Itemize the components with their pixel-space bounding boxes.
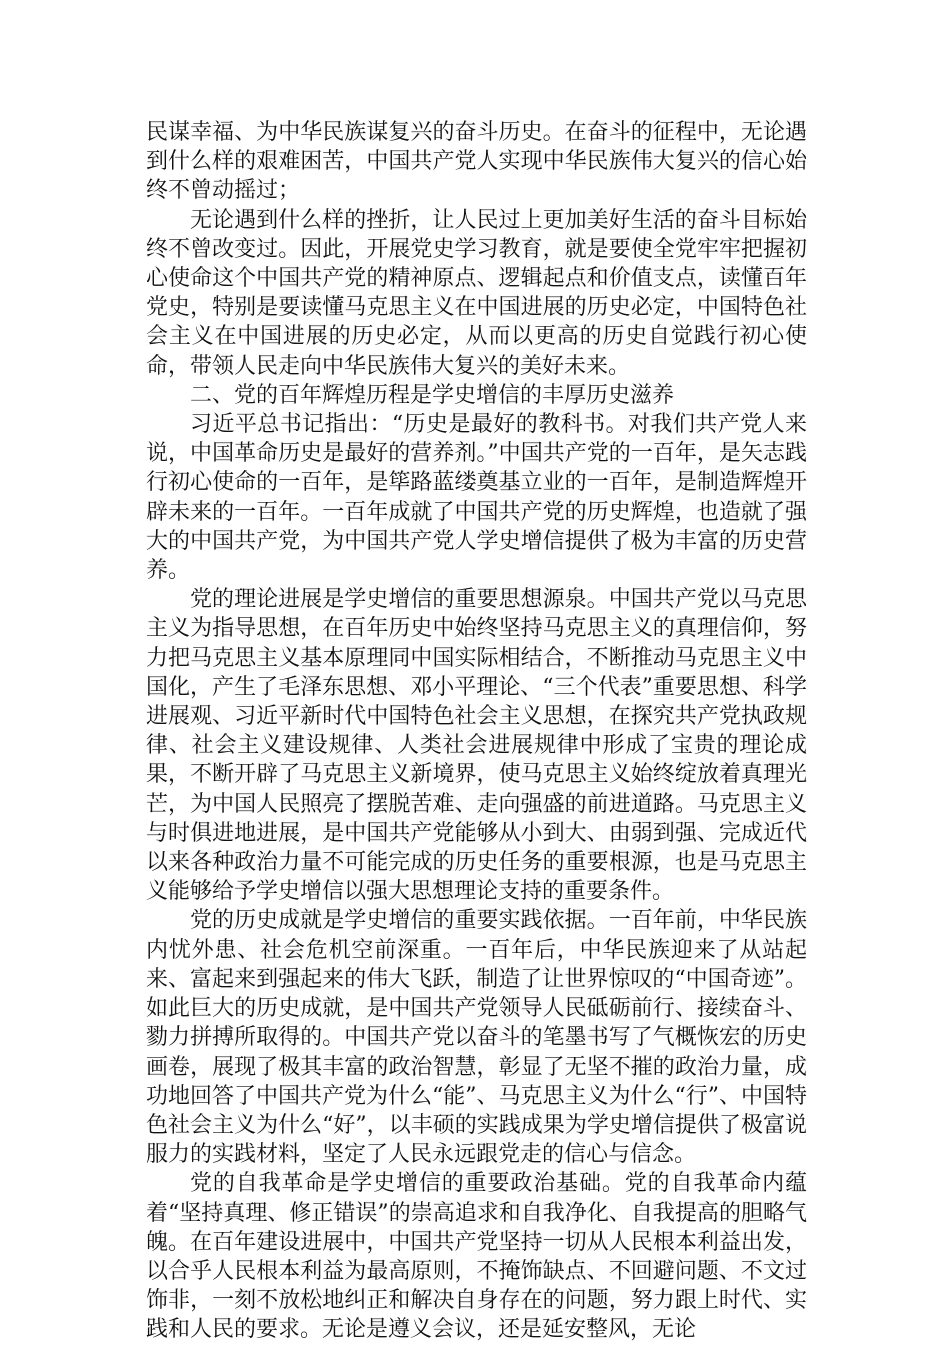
- body-paragraph-theory: 党的理论进展是学史增信的重要思想源泉。中国共产党以马克思主义为指导思想，在百年历史中始终坚持马克思主义的真理信仰，努力把马克思主义基本原理同中国实际相结合，不断推动马克思主义中国化，产生了毛泽东思想、邓小平理论、“三个代表”重要思想、科学进展观、习近平新时代中国特色社会主义思想，在探究共产党执政规律、社会主义建设规律、人类社会进展规律中形成了宝贵的理论成果，不断开辟了马克思主义新境界，使马克思主义始终绽放着真理光芒，为中国人民照亮了摆脱苦难、走向强盛的前进道路。马克思主义与时俱进地进展，是中国共产党能够从小到大、由弱到强、完成近代以来各种政治力量不可能完成的历史任务的重要根源，也是马克思主义能够给予学史增信以强大思想理论支持的重要条件。: [146, 587, 807, 905]
- section-heading: 二、党的百年辉煌历程是学史增信的丰厚历史滋养: [190, 382, 675, 408]
- body-paragraph-quote: 习近平总书记指出：“历史是最好的教科书。对我们共产党人来说，中国革命历史是最好的营养剂。”中国共产党的一百年，是矢志践行初心使命的一百年，是筚路蓝缕奠基立业的一百年，是制造辉煌开辟未来的一百年。一百年成就了中国共产党的历史辉煌，也造就了强大的中国共产党，为中国共产党人学史增信提供了极为丰富的历史营养。: [146, 412, 807, 584]
- body-paragraph-goal: 无论遇到什么样的挫折，让人民过上更加美好生活的奋斗目标始终不曾改变过。因此，开展党史学习教育，就是要使全党牢牢把握初心使命这个中国共产党的精神原点、逻辑起点和价值支点，读懂百年党史，特别是要读懂马克思主义在中国进展的历史必定，中国特色社会主义在中国进展的历史必定，从而以更高的历史自觉践行初心使命，带领人民走向中华民族伟大复兴的美好未来。: [146, 207, 807, 379]
- continuation-paragraph: 民谋幸福、为中华民族谋复兴的奋斗历史。在奋斗的征程中，无论遇到什么样的艰难困苦，中国共产党人实现中华民族伟大复兴的信心始终不曾动摇过；: [146, 120, 807, 204]
- body-paragraph-self-revolution: 党的自我革命是学史增信的重要政治基础。党的自我革命内蕴着“坚持真理、修正错误”的崇高追求和自我净化、自我提高的胆略气魄。在百年建设进展中，中国共产党坚持一切从人民根本利益出发，以合乎人民根本利益为最高原则，不掩饰缺点、不回避问题、不文过饰非，一刻不放松地纠正和解决自身存在的问题，努力跟上时代、实践和人民的要求。无论是遵义会议，还是延安整风，无论: [146, 1171, 807, 1343]
- document-page: [146, 118, 807, 1345]
- body-paragraph-achievement: 党的历史成就是学史增信的重要实践依据。一百年前，中华民族内忧外患、社会危机空前深重。一百年后，中华民族迎来了从站起来、富起来到强起来的伟大飞跃，制造了让世界惊叹的“中国奇迹”。如此巨大的历史成就，是中国共产党领导人民砥砺前行、接续奋斗、勠力拼搏所取得的。中国共产党以奋斗的笔墨书写了气概恢宏的历史画卷，展现了极其丰富的政治智慧，彰显了无坚不摧的政治力量，成功地回答了中国共产党为什么“能”、马克思主义为什么“行”、中国特色社会主义为什么“好”，以丰硕的实践成果为学史增信提供了极富说服力的实践材料，坚定了人民永远跟党走的信心与信念。: [146, 908, 807, 1168]
